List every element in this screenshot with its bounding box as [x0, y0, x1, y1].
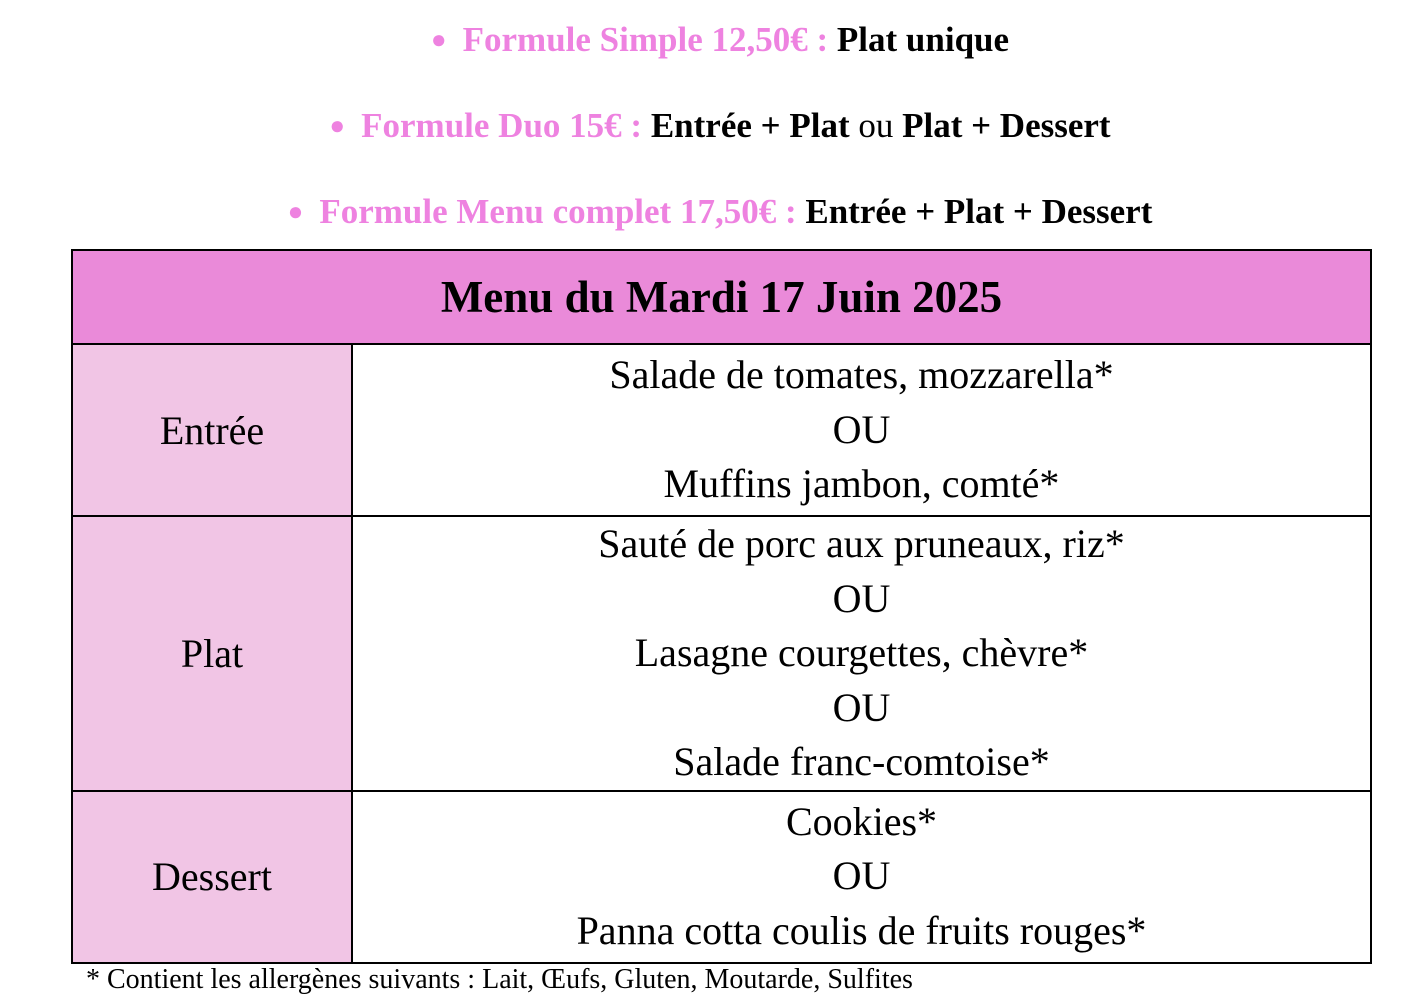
formula-duo [0, 106, 1414, 149]
or-separator: OU [832, 406, 891, 452]
dish-list [352, 344, 1371, 516]
or-separator: OU [832, 575, 891, 621]
formula-simple [0, 20, 1414, 63]
dish-item: Panna cotta coulis de fruits rouges* [576, 907, 1147, 953]
dish-item: Lasagne courgettes, chèvre* [634, 630, 1089, 675]
dish-item: Cookies* [785, 798, 938, 844]
allergen-footnote: * Contient les allergènes suivants : Lait, Œufs, Gluten, Moutarde, Sulfites [86, 964, 913, 995]
bullet-icon: ● [430, 25, 447, 54]
formula-detail: Entrée + Plat [650, 106, 850, 145]
category-label: Plat [72, 516, 352, 791]
menu-row-plat [72, 516, 1371, 791]
bullet-icon: ● [329, 111, 346, 140]
formula-name: Formule Menu complet 17,50€ : [319, 192, 797, 231]
menu-table [71, 249, 1372, 964]
or-separator: OU [832, 853, 891, 899]
formula-detail: Plat unique [836, 20, 1010, 59]
menu-title: Menu du Mardi 17 Juin 2025 [72, 250, 1371, 344]
formula-name: Formule Simple 12,50€ : [462, 20, 829, 59]
category-label: Entrée [72, 344, 352, 516]
dish-item: Salade franc-comtoise* [673, 739, 1050, 784]
menu-row-dessert [72, 791, 1371, 963]
dish-list [352, 791, 1371, 963]
dish-item: Salade de tomates, mozzarella* [609, 352, 1114, 398]
formula-connector: ou [858, 106, 894, 145]
or-separator: OU [832, 684, 891, 730]
formula-name: Formule Duo 15€ : [361, 106, 643, 145]
formula-detail: Plat + Dessert [902, 106, 1111, 145]
bullet-icon: ● [287, 197, 304, 226]
formula-detail: Entrée + Plat + Dessert [805, 192, 1153, 231]
category-label: Dessert [72, 791, 352, 963]
dish-item: Muffins jambon, comté* [663, 461, 1060, 507]
formula-menu-complet [0, 192, 1414, 235]
dish-list [352, 516, 1371, 791]
dish-item: Sauté de porc aux pruneaux, riz* [598, 521, 1125, 566]
menu-row-entree [72, 344, 1371, 516]
